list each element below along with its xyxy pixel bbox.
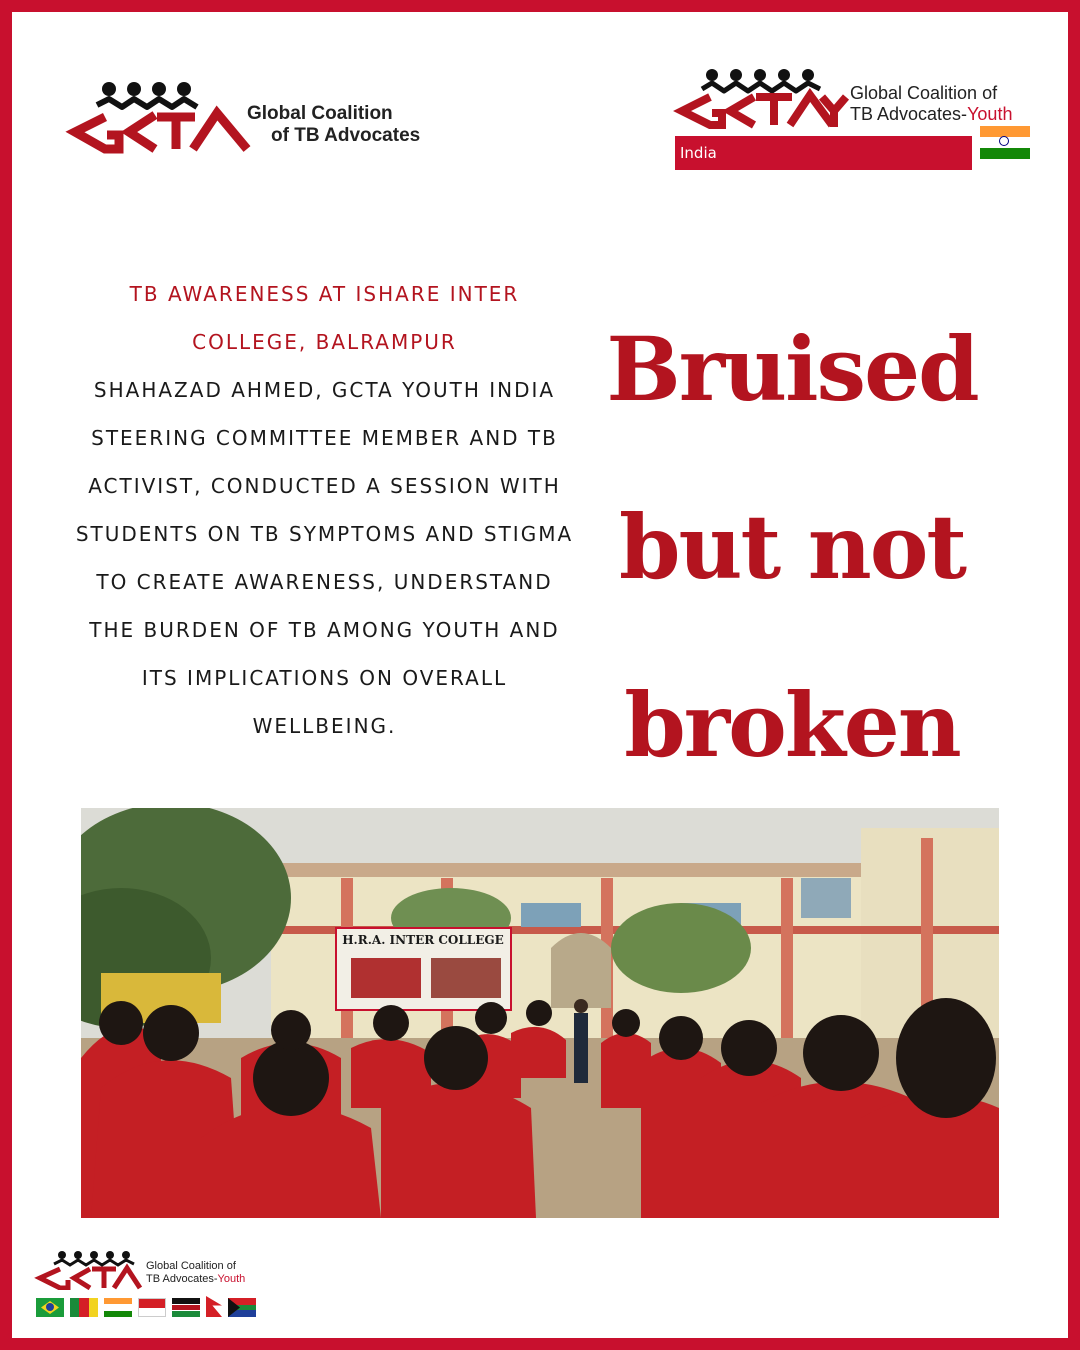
south-africa-flag-icon bbox=[228, 1298, 256, 1317]
gcta-mark-icon bbox=[57, 77, 257, 167]
story-text bbox=[72, 270, 577, 750]
footer-logo-line2-main: TB Advocates- bbox=[146, 1272, 218, 1285]
gcta-logo bbox=[57, 77, 447, 167]
india-flag-icon bbox=[980, 126, 1030, 159]
gcta-logo-text bbox=[247, 103, 420, 148]
footer-logo-line2-accent: Youth bbox=[217, 1272, 246, 1285]
brazil-flag-icon bbox=[36, 1298, 64, 1317]
headline-line2: but not bbox=[618, 495, 966, 599]
story-heading: TB AWARENESS AT ISHARE INTER COLLEGE, BALRAMPUR bbox=[129, 282, 520, 354]
poster-frame bbox=[12, 12, 1068, 1338]
cameroon-flag-icon bbox=[70, 1298, 98, 1317]
event-photo bbox=[81, 808, 999, 1218]
nepal-flag-icon bbox=[206, 1296, 222, 1317]
indonesia-flag-icon bbox=[138, 1298, 166, 1317]
footer-logo-line2 bbox=[146, 1273, 245, 1286]
event-photo-illustration bbox=[81, 808, 999, 1218]
story-body: SHAHAZAD AHMED, GCTA YOUTH INDIA STEERING COMMITTEE MEMBER AND TB ACTIVIST, CONDUCTED A SESSION WITH STUDENTS ON TB SYMPTOMS AND STIGMA TO CREATE AWARENESS, UNDERSTAND THE BURDEN OF TB AMONG YOUTH AND ITS IMPLICATIONS ON OVERALL WELLBEING. bbox=[75, 378, 574, 738]
country-bar: India bbox=[675, 136, 972, 170]
kenya-flag-icon bbox=[172, 1298, 200, 1317]
gcta-logo-line2: of TB Advocates bbox=[271, 125, 421, 147]
banner-text: H.R.A. INTER COLLEGE bbox=[342, 933, 504, 947]
gcta-youth-line2-main: TB Advocates- bbox=[850, 104, 968, 125]
gcta-youth-line2-accent: Youth bbox=[967, 104, 1013, 125]
gcta-youth-mark-icon bbox=[672, 67, 852, 129]
footer-logo bbox=[34, 1250, 274, 1320]
headline-line3: broken bbox=[624, 673, 960, 777]
headline bbox=[582, 280, 1002, 814]
headline-line1: Bruised bbox=[606, 317, 978, 421]
gcta-logo-line1: Global Coalition bbox=[247, 103, 393, 124]
footer-mark-icon bbox=[34, 1250, 144, 1290]
footer-logo-text bbox=[146, 1260, 245, 1286]
india-flag-small-icon bbox=[104, 1298, 132, 1317]
gcta-youth-line2 bbox=[850, 104, 1012, 125]
gcta-youth-line1: Global Coalition of bbox=[850, 83, 998, 103]
gcta-youth-logo-text bbox=[850, 83, 1012, 125]
footer-logo-line1: Global Coalition of bbox=[146, 1260, 236, 1272]
